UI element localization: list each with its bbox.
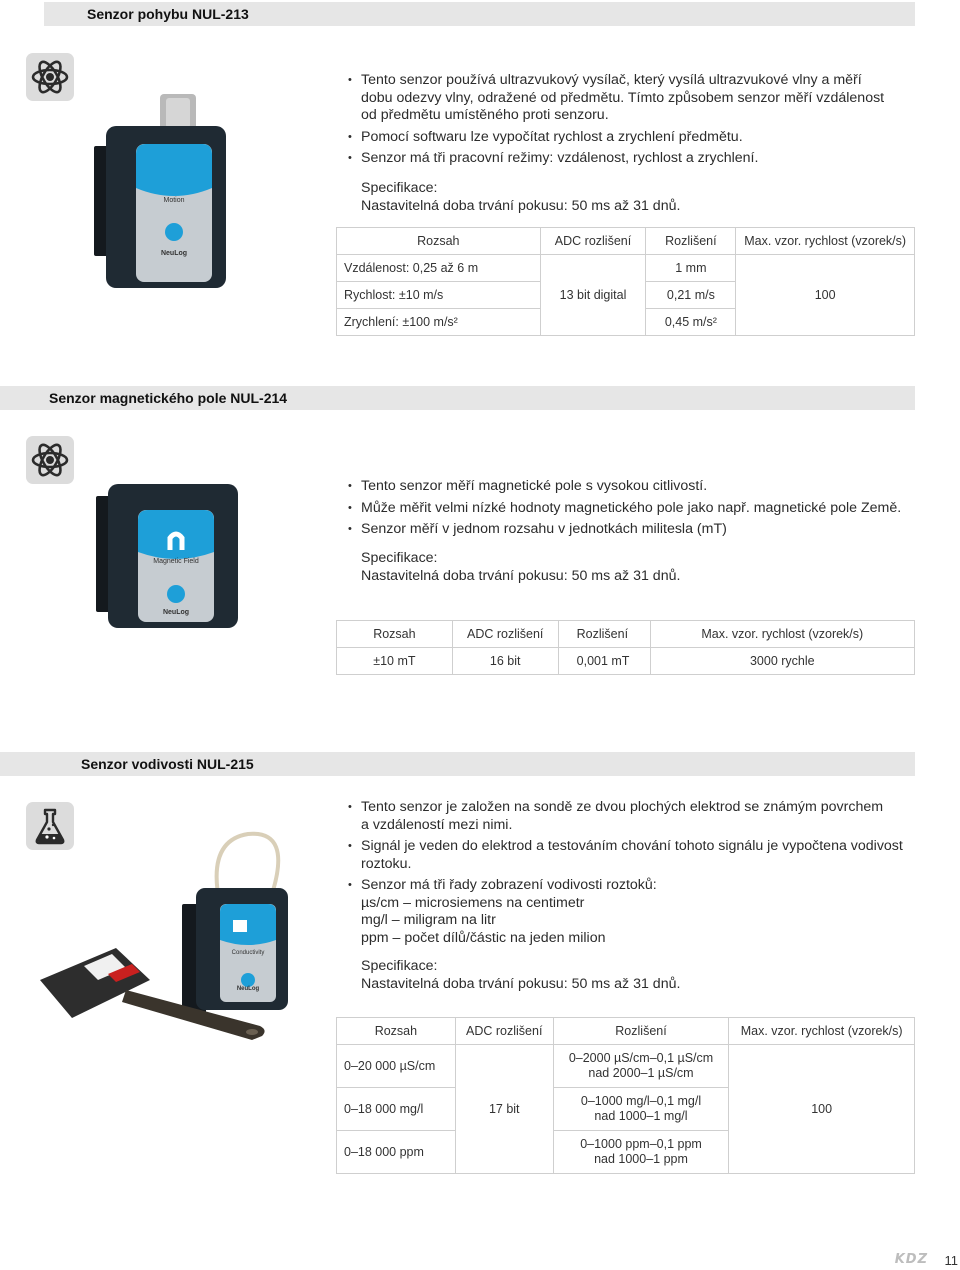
table-row: ±10 mT 16 bit 0,001 mT 3000 rychle <box>337 648 915 675</box>
kdz-logo: KDZ <box>894 1252 928 1267</box>
product-label: Magnetic Field <box>153 558 199 565</box>
motion-spec-table <box>336 227 915 336</box>
list-item: • Senzor má tři pracovní režimy: vzdálenost, rychlost a zrychlení. <box>348 150 908 168</box>
magnetic-specification <box>361 550 901 585</box>
section-title: Senzor vodivosti NUL-215 <box>81 756 254 772</box>
product-brand: NeuLog <box>236 986 260 992</box>
list-item: • Může měřit velmi nízké hodnoty magnetického pole jako např. magnetické pole Země. <box>348 500 908 518</box>
list-item: • Senzor měří v jednom rozsahu v jednotkách militesla (mT) <box>348 521 908 539</box>
spec-value: Nastavitelná doba trvání pokusu: 50 ms až 31 dnů. <box>361 197 681 214</box>
section-header-motion <box>44 2 915 26</box>
magnetic-sensor-image <box>94 482 244 632</box>
table-row: Vzdálenost: 0,25 až 6 m 13 bit digital 1 mm 100 <box>337 255 915 282</box>
spec-label: Specifikace: <box>361 550 438 566</box>
spec-value: Nastavitelná doba trvání pokusu: 50 ms až 31 dnů. <box>361 567 681 584</box>
magnetic-spec-table <box>336 620 915 675</box>
table-row: Rychlost: ±10 m/s 0,21 m/s <box>337 282 915 309</box>
magnetic-bullet-list <box>348 478 908 543</box>
section-title: Senzor pohybu NUL-213 <box>87 6 249 22</box>
list-item: • Signál je veden do elektrod a testováním chování tohoto signálu je vypočtena vodivost roztoku. <box>348 838 908 873</box>
table-row: Zrychlení: ±100 m/s² 0,45 m/s² <box>337 309 915 336</box>
conductivity-spec-table <box>336 1017 915 1174</box>
list-item: • Pomocí softwaru lze vypočítat rychlost a zrychlení předmětu. <box>348 129 908 147</box>
table-header-row: Rozsah ADC rozlišení Rozlišení Max. vzor. rychlost (vzorek/s) <box>337 621 915 648</box>
list-item: • Tento senzor je založen na sondě ze dvou plochých elektrod se známým povrchem a vzdáleností mezi nimi. <box>348 799 908 834</box>
product-label: Motion <box>163 197 185 204</box>
table-row: 0–20 000 µS/cm 17 bit 0–2000 µS/cm–0,1 µS/cm nad 2000–1 µS/cm 100 <box>337 1045 915 1088</box>
motion-specification <box>361 180 901 215</box>
table-header-row: Rozsah ADC rozlišení Rozlišení Max. vzor. rychlost (vzorek/s) <box>337 1018 915 1045</box>
atom-icon <box>26 436 74 484</box>
motion-bullet-list <box>348 72 908 172</box>
table-header-row: Rozsah ADC rozlišení Rozlišení Max. vzor. rychlost (vzorek/s) <box>337 228 915 255</box>
conductivity-sensor-image <box>30 830 292 1055</box>
motion-sensor-image <box>92 94 232 290</box>
spec-label: Specifikace: <box>361 180 438 196</box>
section-header-conductivity <box>0 752 915 776</box>
table-row: 0–18 000 ppm 0–1000 ppm–0,1 ppm nad 1000–1 ppm <box>337 1131 915 1174</box>
conductivity-bullet-list <box>348 799 908 951</box>
table-row: 0–18 000 mg/l 0–1000 mg/l–0,1 mg/l nad 1000–1 mg/l <box>337 1088 915 1131</box>
section-title: Senzor magnetického pole NUL-214 <box>49 390 288 406</box>
product-label: Conductivity <box>231 950 265 956</box>
section-header-magnetic <box>0 386 915 410</box>
page-number: 11 <box>944 1253 958 1268</box>
list-item: • Tento senzor měří magnetické pole s vysokou citlivostí. <box>348 478 908 496</box>
spec-label: Specifikace: <box>361 958 438 974</box>
product-brand: NeuLog <box>162 609 190 616</box>
list-item: • Senzor má tři řady zobrazení vodivosti roztoků: µs/cm – microsiemens na centimetr mg/l – miligram na litr ppm – počet dílů/částic na jeden milion <box>348 877 908 947</box>
conductivity-specification <box>361 958 901 993</box>
product-brand: NeuLog <box>160 250 188 257</box>
spec-value: Nastavitelná doba trvání pokusu: 50 ms až 31 dnů. <box>361 975 681 992</box>
atom-icon <box>26 53 74 101</box>
list-item: • Tento senzor používá ultrazvukový vysílač, který vysílá ultrazvukové vlny a měří dobu odezvy vlny, odražené od předmětu. Tímto způsobem senzor měří vzdálenost od předmětu umístěného proti senzoru. <box>348 72 908 125</box>
